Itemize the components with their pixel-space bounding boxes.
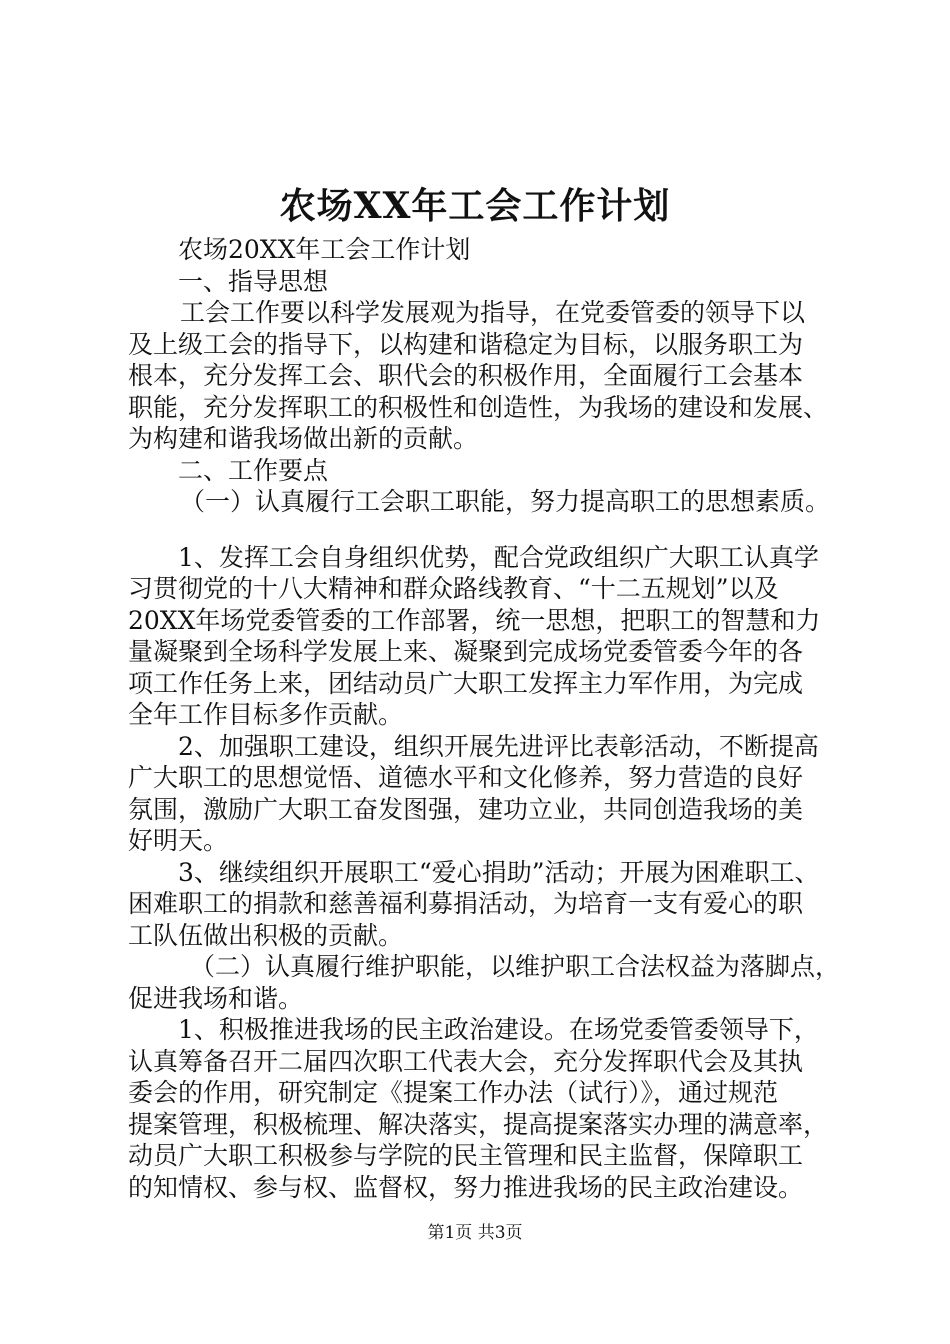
document-title: 农场XX年工会工作计划 <box>279 185 671 227</box>
subtitle-line: 农场20XX年工会工作计划 <box>178 235 471 264</box>
section-heading: 一、指导思想 <box>178 266 329 296</box>
paragraph-line: 及上级工会的指导下，以构建和谐稳定为目标，以服务职工为 <box>128 329 804 359</box>
paragraph-line: 好明天。 <box>128 826 229 855</box>
paragraph-line: 委会的作用，研究制定《提案工作办法（试行）》，通过规范 <box>128 1078 779 1107</box>
paragraph-line: 职能，充分发挥职工的积极性和创造性，为我场的建设和发展、 <box>128 392 829 422</box>
paragraph-line: 量凝聚到全场科学发展上来、凝聚到完成场党委管委今年的各 <box>128 637 804 666</box>
paragraph-line: 困难职工的捐款和慈善福利募捐活动，为培育一支有爱心的职 <box>128 889 804 918</box>
paragraph-line: 提案管理，积极梳理、解决落实，提高提案落实办理的满意率， <box>128 1109 829 1139</box>
paragraph-line: 为构建和谐我场做出新的贡献。 <box>128 424 479 453</box>
paragraph-line: 动员广大职工积极参与学院的民主管理和民主监督，保障职工 <box>128 1141 804 1170</box>
paragraph-line: 2、加强职工建设，组织开展先进评比表彰活动，不断提高 <box>178 731 819 761</box>
paragraph-line: 工队伍做出积极的贡献。 <box>128 920 404 950</box>
paragraph-gap <box>128 518 848 542</box>
subsection-heading: （一）认真履行工会职工职能，努力提高职工的思想素质。 <box>180 487 831 516</box>
section-heading: 二、工作要点 <box>178 455 329 485</box>
paragraph-line: 20XX年场党委管委的工作部署，统一思想，把职工的智慧和力 <box>128 605 821 635</box>
paragraph-line: 1、发挥工会自身组织优势，配合党政组织广大职工认真学 <box>178 542 819 572</box>
paragraph-line: 习贯彻党的十八大精神和群众路线教育、“十二五规划”以及 <box>128 574 779 603</box>
paragraph-line: 全年工作目标多作贡献。 <box>128 700 404 729</box>
paragraph-line: 1、积极推进我场的民主政治建设。在场党委管委领导下， <box>178 1015 819 1044</box>
paragraph-line: 的知情权、参与权、监督权，努力推进我场的民主政治建设。 <box>128 1172 804 1202</box>
subsection-heading: （二）认真履行维护职能，以维护职工合法权益为落脚点， <box>190 952 841 981</box>
paragraph-line: 项工作任务上来，团结动员广大职工发挥主力军作用，为完成 <box>128 668 804 698</box>
paragraph-line: 工会工作要以科学发展观为指导，在党委管委的领导下以 <box>180 298 806 327</box>
paragraph-line: 根本，充分发挥工会、职代会的积极作用，全面履行工会基本 <box>128 361 804 390</box>
paragraph-line: 氛围，激励广大职工奋发图强，建功立业，共同创造我场的美 <box>128 794 804 824</box>
paragraph-line: 广大职工的思想觉悟、道德水平和文化修养，努力营造的良好 <box>128 763 804 792</box>
document-body <box>128 234 848 1203</box>
paragraph-line: 3、继续组织开展职工“爱心捐助”活动；开展为困难职工、 <box>178 857 820 887</box>
paragraph-line: 促进我场和谐。 <box>128 983 304 1013</box>
paragraph-line: 认真筹备召开二届四次职工代表大会，充分发挥职代会及其执 <box>128 1046 804 1076</box>
page-footer: 第1页 共3页 <box>427 1223 523 1243</box>
